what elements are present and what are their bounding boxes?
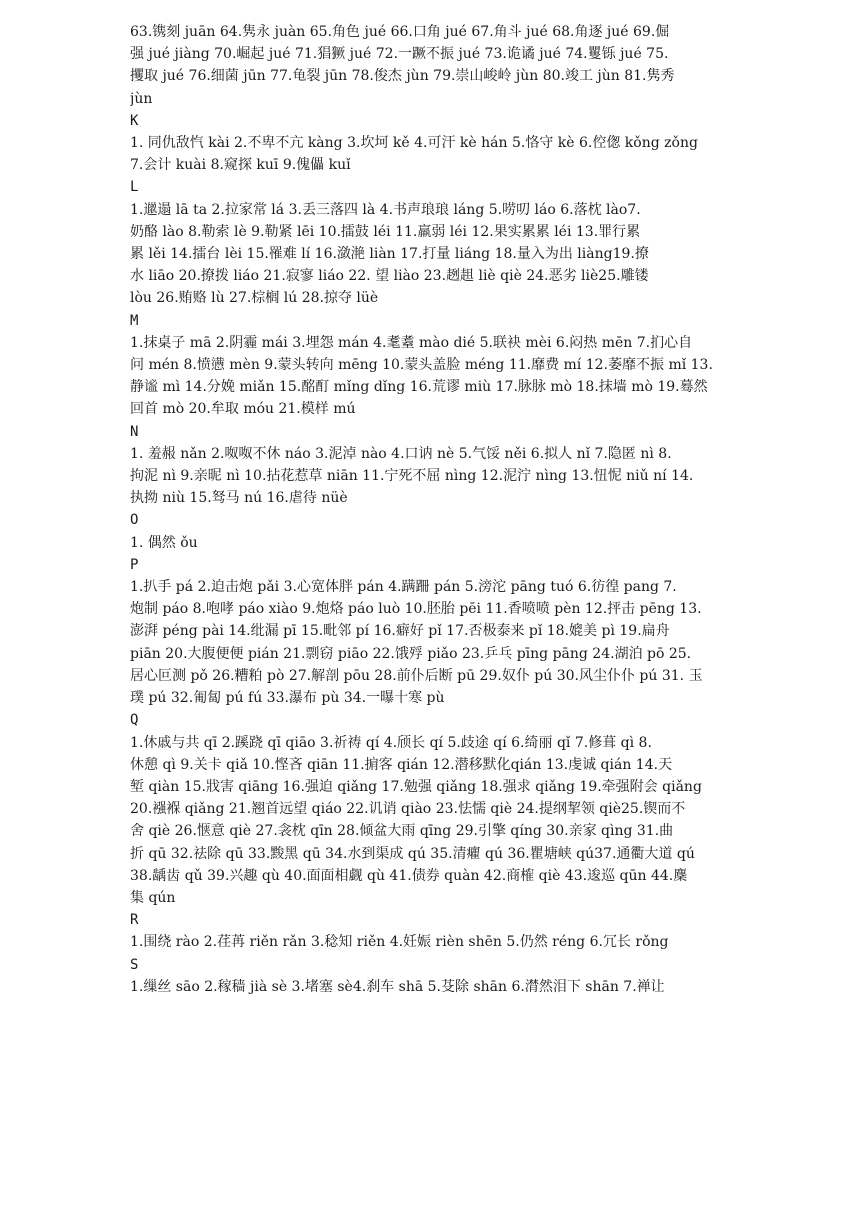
section-heading: N [130,423,139,440]
text-line: 璞 pú 32.匍匐 pú fú 33.瀑布 pù 34.一曝十寒 pù [130,690,445,707]
section-heading: K [130,112,139,129]
text-line: 累 lěi 14.擂台 lèi 15.罹难 lí 16.潋滟 liàn 17.打量 liáng 18.量入为出 liàng19.撩 [130,246,649,263]
text-line: 1.扒手 pá 2.迫击炮 pǎi 3.心宽体胖 pán 4.蹒跚 pán 5.滂沱 pāng tuó 6.彷徨 pang 7. [130,579,677,596]
text-line: 63.镌刻 juān 64.隽永 juàn 65.角色 jué 66.口角 jué 67.角斗 jué 68.角逐 jué 69.倔 [130,24,670,40]
section-heading: O [130,512,139,529]
text-line: 执拗 niù 15.驽马 nú 16.虐待 nüè [130,490,348,507]
text-line: 1. 羞赧 nǎn 2.呶呶不休 náo 3.泥淖 nào 4.口讷 nè 5.气馁 něi 6.拟人 nǐ 7.隐匿 nì 8. [130,445,672,462]
text-line: 1.围绕 rào 2.荏苒 riěn rǎn 3.稔知 riěn 4.妊娠 rièn shēn 5.仍然 réng 6.冗长 rǒng [130,934,669,951]
section-heading: Q [130,712,139,729]
section-heading: R [130,912,139,929]
text-line: 7.会计 kuài 8.窥探 kuī 9.傀儡 kuǐ [130,157,351,174]
text-line: 20.襁褓 qiǎng 21.翘首远望 qiáo 22.讥诮 qiào 23.怯懦 qiè 24.提纲挈领 qiè25.锲而不 [130,801,686,818]
text-line: 舍 qiè 26.惬意 qiè 27.衾枕 qīn 28.倾盆大雨 qīng 29.引擎 qíng 30.亲家 qìng 31.曲 [130,823,674,840]
text-line: 1.缫丝 sāo 2.稼穑 jià sè 3.堵塞 sè4.刹车 shā 5.芟除 shān 6.潸然泪下 shān 7.禅让 [130,978,665,995]
text-line: lòu 26.贿赂 lù 27.棕榈 lú 28.掠夺 lüè [130,290,379,307]
text-line: 休憩 qì 9.关卡 qiǎ 10.悭吝 qiān 11.掮客 qián 12.潜移默化qián 13.虔诚 qián 14.天 [130,756,673,773]
text-line: 攫取 jué 76.细菌 jūn 77.龟裂 jūn 78.俊杰 jùn 79.崇山峻岭 jùn 80.竣工 jùn 81.隽秀 [130,68,675,85]
section-heading: L [130,179,139,196]
text-line: 折 qū 32.祛除 qū 33.黢黑 qū 34.水到渠成 qú 35.清癯 qú 36.瞿塘峡 qú37.通衢大道 qú [130,845,695,862]
text-line: 38.龋齿 qǔ 39.兴趣 qù 40.面面相觑 qù 41.债券 quàn 42.商榷 qiè 43.逡巡 qūn 44.麇 [130,867,688,884]
section-heading: M [130,312,139,329]
text-line: 炮制 páo 8.咆哮 páo xiào 9.炮烙 páo luò 10.胚胎 pēi 11.香喷喷 pèn 12.抨击 pēng 13. [130,601,702,618]
text-line: jùn [130,90,153,107]
text-line: 澎湃 péng pài 14.纰漏 pī 15.毗邻 pí 16.癖好 pǐ 17.否极泰来 pǐ 18.媲美 pì 19.扁舟 [130,623,670,640]
section-heading: S [130,956,139,973]
text-line: 集 qún [130,889,176,906]
text-line: 1. 同仇敌忾 kài 2.不卑不亢 kàng 3.坎坷 kě 4.可汗 kè hán 5.恪守 kè 6.倥偬 kǒng zǒng [130,135,698,152]
text-line: 1. 偶然 ǒu [130,534,198,551]
text-line: 1.抹桌子 mā 2.阴霾 mái 3.埋怨 mán 4.耄耋 mào dié 5.联袂 mèi 6.闷热 mēn 7.扪心自 [130,334,693,351]
text-line: 堑 qiàn 15.戕害 qiāng 16.强迫 qiǎng 17.勉强 qiǎng 18.强求 qiǎng 19.牵强附会 qiǎng [130,778,702,795]
text-line: 问 mén 8.愤懑 mèn 9.蒙头转向 mēng 10.蒙头盖脸 méng 11.靡费 mí 12.萎靡不振 mǐ 13. [130,357,713,374]
text-line: 1.休戚与共 qī 2.蹊跷 qī qiāo 3.祈祷 qí 4.颀长 qí 5.歧途 qí 6.绮丽 qǐ 7.修葺 qì 8. [130,734,652,751]
text-line: 回首 mò 20.牟取 móu 21.模样 mú [130,401,356,418]
text-line: 拘泥 nì 9.亲昵 nì 10.拈花惹草 niān 11.宁死不屈 nìng 12.泥泞 nìng 13.忸怩 niǔ ní 14. [130,468,694,485]
text-line: 1.邋遢 lā ta 2.拉家常 lá 3.丢三落四 là 4.书声琅琅 láng 5.唠叨 láo 6.落枕 lào7. [130,201,641,218]
text-line: 居心叵测 pǒ 26.糟粕 pò 27.解剖 pōu 28.前仆后断 pū 29.奴仆 pú 30.风尘仆仆 pú 31. 玉 [130,667,703,684]
text-line: 强 jué jiàng 70.崛起 jué 71.猖獗 jué 72.一蹶不振 jué 73.诡谲 jué 74.矍铄 jué 75. [130,46,669,63]
text-line: 奶酪 lào 8.勒索 lè 9.勒紧 lēi 10.擂鼓 léi 11.羸弱 léi 12.果实累累 léi 13.罪行累 [130,223,641,240]
text-line: 静谧 mì 14.分娩 miǎn 15.酩酊 mǐng dǐng 16.荒谬 miù 17.脉脉 mò 18.抹墙 mò 19.蓦然 [130,379,708,396]
section-heading: P [130,556,139,573]
text-line: piān 20.大腹便便 pián 21.剽窃 piāo 22.饿殍 piǎo 23.乒乓 pīng pāng 24.湖泊 pō 25. [130,645,692,662]
text-line: 水 liāo 20.撩拨 liáo 21.寂寥 liáo 22. 望 liào 23.趔趄 liè qiè 24.恶劣 liè25.雕镂 [130,268,649,285]
